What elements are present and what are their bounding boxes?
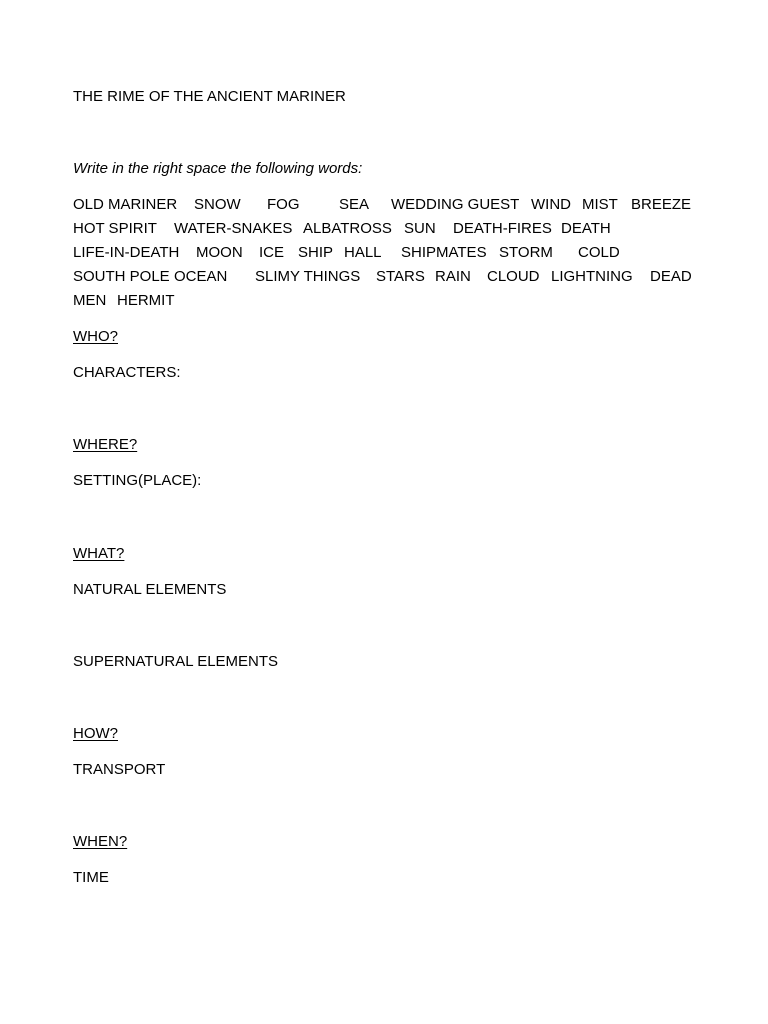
- word-item: HALL: [344, 244, 382, 261]
- word-item: HERMIT: [117, 292, 175, 309]
- transport-label: TRANSPORT: [73, 761, 166, 778]
- where-heading: WHERE?: [73, 436, 138, 453]
- word-item: COLD: [578, 244, 620, 261]
- what-heading: WHAT?: [73, 545, 125, 562]
- word-item: SHIP: [298, 244, 334, 261]
- word-item: MIST: [582, 196, 618, 213]
- word-item: FOG: [267, 196, 300, 213]
- word-item: SUN: [404, 220, 436, 237]
- word-item: OLD MARINER: [73, 196, 178, 213]
- word-item: OCEAN: [174, 268, 228, 285]
- word-item: WEDDING GUEST: [391, 196, 520, 213]
- word-item: HOT SPIRIT: [73, 220, 157, 237]
- word-item: STORM: [499, 244, 553, 261]
- time-label: TIME: [73, 869, 109, 886]
- word-item: DEATH-FIRES: [453, 220, 552, 237]
- page-title: THE RIME OF THE ANCIENT MARINER: [73, 88, 346, 105]
- word-item: MEN: [73, 292, 107, 309]
- word-item: STARS: [376, 268, 425, 285]
- when-heading: WHEN?: [73, 833, 128, 850]
- word-item: SLIMY THINGS: [255, 268, 361, 285]
- word-item: SEA: [339, 196, 370, 213]
- word-item: ICE: [259, 244, 285, 261]
- word-item: MOON: [196, 244, 243, 261]
- word-item: SNOW: [194, 196, 241, 213]
- word-item: WATER-SNAKES: [174, 220, 293, 237]
- instruction-text: Write in the right space the following words:: [73, 160, 363, 177]
- word-item: WIND: [531, 196, 571, 213]
- supernatural-elements-label: SUPERNATURAL ELEMENTS: [73, 653, 279, 670]
- word-item: SHIPMATES: [401, 244, 487, 261]
- word-item: ALBATROSS: [303, 220, 392, 237]
- word-item: DEATH: [561, 220, 611, 237]
- characters-label: CHARACTERS:: [73, 364, 181, 381]
- word-item: CLOUD: [487, 268, 540, 285]
- word-item: SOUTH POLE: [73, 268, 170, 285]
- who-heading: WHO?: [73, 328, 118, 345]
- word-item: RAIN: [435, 268, 471, 285]
- how-heading: HOW?: [73, 725, 118, 742]
- setting-label: SETTING(PLACE):: [73, 472, 202, 489]
- word-item: DEAD: [650, 268, 692, 285]
- word-item: LIFE-IN-DEATH: [73, 244, 180, 261]
- word-item: BREEZE: [631, 196, 692, 213]
- natural-elements-label: NATURAL ELEMENTS: [73, 581, 227, 598]
- word-item: LIGHTNING: [551, 268, 633, 285]
